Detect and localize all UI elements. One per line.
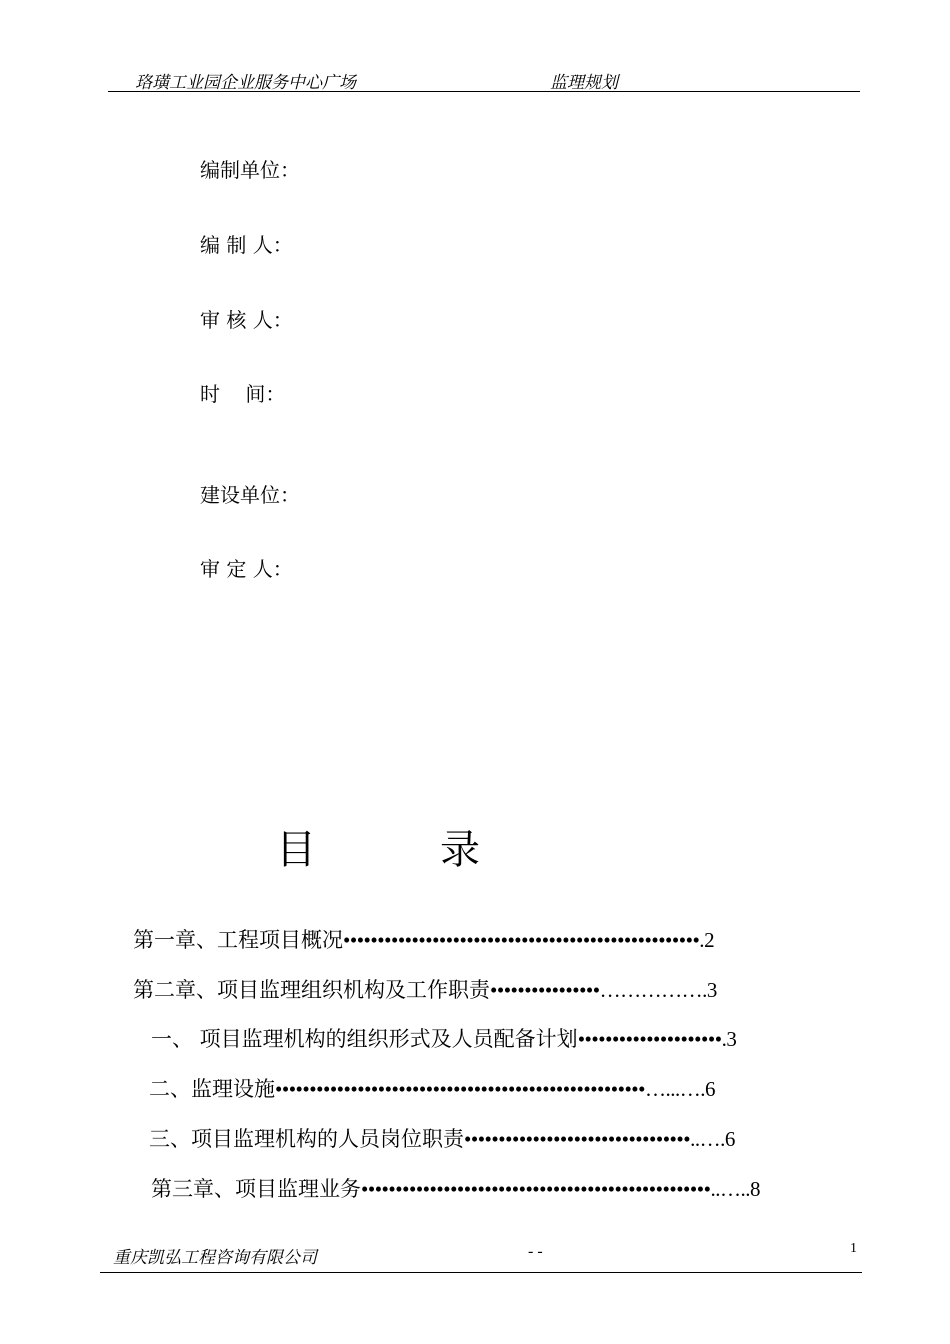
toc-entry-page: 3: [726, 1027, 737, 1051]
toc-entry-page: 3: [706, 978, 718, 1002]
toc-entry-label: 二、监理设施: [149, 1077, 275, 1101]
toc-entry[interactable]: [149, 1123, 735, 1153]
footer-rule: [100, 1272, 862, 1273]
toc-entry-page: 8: [749, 1177, 761, 1201]
toc-title-right: 录: [440, 827, 480, 873]
toc-title-left: 目: [276, 827, 316, 873]
toc-entry-page: 6: [705, 1077, 716, 1101]
toc-entry[interactable]: [151, 1173, 760, 1203]
toc-entry-label: 第三章、项目监理业务: [151, 1177, 361, 1201]
toc-entry-leader: ••••••••••••••••••••••••••••••••••••••••••••••••••••••…...….: [275, 1077, 706, 1101]
toc-entry-leader: ••••••••••••••••••••••••••••••••••••••••••••••••••••.: [343, 928, 705, 952]
field-compiling-unit: 编制单位：: [200, 158, 300, 182]
toc-entry[interactable]: [149, 1073, 716, 1103]
toc-entry-page: 2: [704, 928, 715, 952]
footer-company-name: 重庆凯弘工程咨询有限公司: [113, 1248, 317, 1268]
header-rule: [108, 91, 860, 92]
footer-center-mark: - -: [528, 1243, 543, 1260]
toc-entry-label: 三、项目监理机构的人员岗位职责: [149, 1127, 464, 1151]
toc-entry[interactable]: [133, 974, 717, 1004]
toc-entry-label: 第二章、项目监理组织机构及工作职责: [133, 978, 490, 1002]
toc-entry[interactable]: [133, 924, 715, 954]
field-date: 时 间：: [200, 382, 286, 406]
header-project-name: 珞璜工业园企业服务中心广场: [135, 73, 356, 93]
field-compiler: 编 制 人：: [200, 233, 293, 257]
toc-entry[interactable]: [151, 1023, 737, 1053]
toc-entry-label: 一、 项目监理机构的组织形式及人员配备计划: [151, 1027, 578, 1051]
field-reviewer: 审 核 人：: [200, 308, 293, 332]
toc-entry-page: 6: [724, 1127, 736, 1151]
toc-entry-leader: •••••••••••••••••••••••••••••••••..….: [464, 1127, 725, 1151]
footer-page-number: 1: [850, 1241, 857, 1256]
field-owner-unit: 建设单位：: [200, 483, 300, 507]
toc-entry-leader: ••••••••••••••••…………….: [490, 978, 707, 1002]
toc-entry-label: 第一章、工程项目概况: [133, 928, 343, 952]
toc-entry-leader: •••••••••••••••••••••••••••••••••••••••••••••••••••..…..: [361, 1177, 750, 1201]
header-document-type: 监理规划: [550, 73, 618, 93]
field-approver: 审 定 人：: [200, 557, 293, 581]
toc-entry-leader: •••••••••••••••••••••.: [577, 1027, 727, 1051]
